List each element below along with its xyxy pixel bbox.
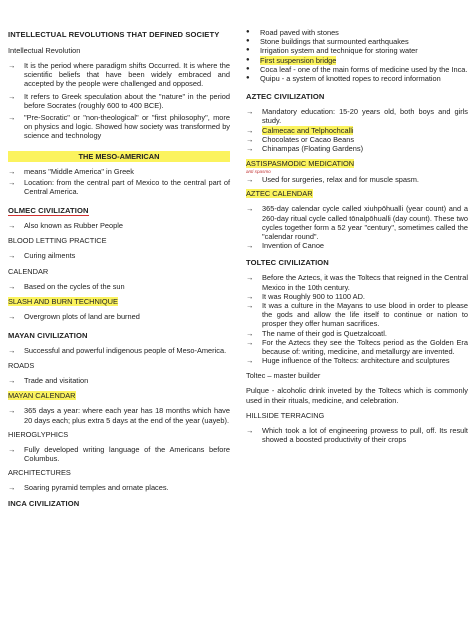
section-title: INCA CIVILIZATION bbox=[8, 499, 80, 509]
page-title: INTELLECTUAL REVOLUTIONS THAT DEFINED SOCIETY bbox=[8, 30, 220, 39]
section-title: HIEROGLYPHICS bbox=[8, 429, 69, 439]
section-title: AZTEC CALENDAR bbox=[246, 189, 313, 199]
list-item: ● Road paved with stones bbox=[246, 28, 339, 37]
section-title: BLOOD LETTING PRACTICE bbox=[8, 236, 107, 246]
arrow-icon: → bbox=[246, 273, 254, 283]
section-title: HILLSIDE TERRACING bbox=[246, 410, 325, 420]
list-item: → Used for surgeries, relax and for muscle spasm. bbox=[246, 175, 419, 185]
section-title: AZTEC CIVILIZATION bbox=[246, 92, 325, 102]
arrow-icon: → bbox=[8, 406, 16, 416]
arrow-icon: → bbox=[246, 301, 254, 311]
list-item: → Soaring pyramid temples and ornate places. bbox=[8, 483, 169, 493]
section-title: ROADS bbox=[8, 361, 35, 371]
subtitle: Intellectual Revolution bbox=[8, 46, 81, 55]
arrow-icon: → bbox=[8, 376, 16, 386]
arrow-icon: → bbox=[8, 483, 16, 493]
arrow-icon: → bbox=[246, 134, 254, 144]
list-item: → means "Middle America" in Greek bbox=[8, 166, 134, 176]
list-item: → 365 days a year: where each year has 18 months which have 20 days each; plus extra 5 days at the end of the year (uayeb). bbox=[8, 406, 230, 425]
bullet-icon: ● bbox=[246, 47, 250, 54]
bullet-icon: ● bbox=[246, 56, 250, 63]
bullet-icon: ● bbox=[246, 65, 250, 72]
list-item: → Curing ailments bbox=[8, 251, 76, 261]
list-item: → Mandatory education: 15-20 years old, both boys and girls study. bbox=[246, 107, 468, 126]
arrow-icon: → bbox=[8, 346, 16, 356]
arrow-icon: → bbox=[8, 311, 16, 321]
arrow-icon: → bbox=[246, 175, 254, 185]
list-item: → It was a culture in the Mayans to use blood in order to please the gods and allow the life itself to continue or nation to prosper they offer human sacrifices. bbox=[246, 301, 468, 329]
left-column bbox=[8, 0, 230, 509]
arrow-icon: → bbox=[8, 221, 16, 231]
list-item: ● Irrigation system and technique for storing water bbox=[246, 46, 418, 56]
arrow-icon: → bbox=[246, 425, 254, 435]
arrow-icon: → bbox=[246, 107, 254, 117]
handwritten-note: anti spasmo bbox=[246, 169, 271, 175]
section-title: MAYAN CALENDAR bbox=[8, 391, 76, 401]
list-item: → It is the period where paradigm shifts Occurred. It is where the scientific beliefs that have been widely embraced and accepted by the people were challenged and opposed. bbox=[8, 61, 230, 89]
arrow-icon: → bbox=[246, 356, 254, 366]
list-item: ● First suspension bridge bbox=[246, 55, 337, 65]
section-title: ASTISPASMODIC MEDICATION bbox=[246, 159, 355, 169]
list-item: → Based on the cycles of the sun bbox=[8, 281, 125, 291]
bullet-icon: ● bbox=[246, 38, 250, 45]
arrow-icon: → bbox=[246, 125, 254, 135]
arrow-icon: → bbox=[8, 61, 16, 70]
list-item: → The name of their god is Quetzalcoatl. bbox=[246, 328, 387, 338]
list-item: → Also known as Rubber People bbox=[8, 221, 124, 231]
section-title: ARCHITECTURES bbox=[8, 468, 71, 478]
section-title: OLMEC CIVILIZATION bbox=[8, 206, 89, 216]
arrow-icon: → bbox=[246, 241, 254, 251]
arrow-icon: → bbox=[246, 337, 254, 347]
section-title: MAYAN CIVILIZATION bbox=[8, 331, 88, 341]
list-item: → It refers to Greek speculation about the "nature" in the period before Socrates (roughly 600 to 400 BCE). bbox=[8, 91, 230, 110]
arrow-icon: → bbox=[246, 144, 254, 154]
bullet-icon: ● bbox=[246, 29, 250, 35]
arrow-icon: → bbox=[246, 204, 254, 214]
bullet-icon: ● bbox=[246, 75, 250, 82]
list-item: ● Coca leaf - one of the main forms of medicine used by the Inca. bbox=[246, 64, 468, 74]
arrow-icon: → bbox=[8, 444, 16, 454]
arrow-icon: → bbox=[8, 166, 16, 176]
list-item: ● Stone buildings that surmounted earthquakes bbox=[246, 37, 409, 47]
list-item: → 365-day calendar cycle called xiuhpōhualli (year count) and a 260-day ritual cycle called tōnalpōhualli (day count). These two cycles together form a 52 year "century", sometimes called the "calendar round". bbox=[246, 204, 468, 242]
list-item: → Chocolates or Cacao Beans bbox=[246, 134, 355, 144]
list-item: → Trade and visitation bbox=[8, 376, 89, 386]
master-builder-note: Toltec – master builder bbox=[246, 371, 321, 381]
arrow-icon: → bbox=[8, 281, 16, 291]
pulque-paragraph: Pulque - alcoholic drink inveted by the Toltecs which is commonly used in their rituals, medicine, and celebration. bbox=[246, 386, 468, 405]
list-item: → Invention of Canoe bbox=[246, 241, 325, 251]
arrow-icon: → bbox=[8, 91, 16, 101]
list-item: → Chinampas (Floating Gardens) bbox=[246, 144, 364, 154]
list-item: → Overgrown plots of land are burned bbox=[8, 311, 140, 321]
list-item: → "Pre-Socratic" or "non-theological" or "first philosophy", more on physics and logic. Showed how society was transformed by science and technology bbox=[8, 113, 230, 141]
list-item: → Successful and powerful indigenous people of Meso-America. bbox=[8, 346, 227, 356]
list-item: → Huge influence of the Toltecs: architecture and sculptures bbox=[246, 356, 450, 366]
section-title: CALENDAR bbox=[8, 266, 49, 276]
section-banner: THE MESO-AMERICAN bbox=[8, 151, 230, 162]
arrow-icon: → bbox=[8, 177, 16, 187]
arrow-icon: → bbox=[8, 251, 16, 261]
list-item: → Before the Aztecs, it was the Toltecs that reigned in the Central Mexico in the 10th century. bbox=[246, 273, 468, 292]
list-item: → For the Aztecs they see the Toltecs period as the Golden Era because of: writing, medicine, and metallurgy are invented. bbox=[246, 337, 468, 357]
list-item: → Calmecac and Telphochcalli bbox=[246, 125, 354, 135]
list-item: → Location: from the central part of Mexico to the central part of Central America. bbox=[8, 177, 230, 197]
list-item: → It was Roughly 900 to 1100 AD. bbox=[246, 291, 365, 301]
section-title: SLASH AND BURN TECHNIQUE bbox=[8, 296, 118, 306]
right-column bbox=[246, 0, 468, 444]
arrow-icon: → bbox=[246, 328, 254, 338]
list-item: ● Quipu - a system of knotted ropes to record information bbox=[246, 74, 441, 84]
arrow-icon: → bbox=[246, 291, 254, 301]
list-item: → Fully developed writing language of the Americans before Columbus. bbox=[8, 444, 230, 464]
list-item: → Which took a lot of engineering prowess to pull, off. Its result showed a boosted productivity of their crops bbox=[246, 425, 468, 445]
section-title: TOLTEC CIVILIZATION bbox=[246, 258, 329, 268]
arrow-icon: → bbox=[8, 113, 16, 123]
